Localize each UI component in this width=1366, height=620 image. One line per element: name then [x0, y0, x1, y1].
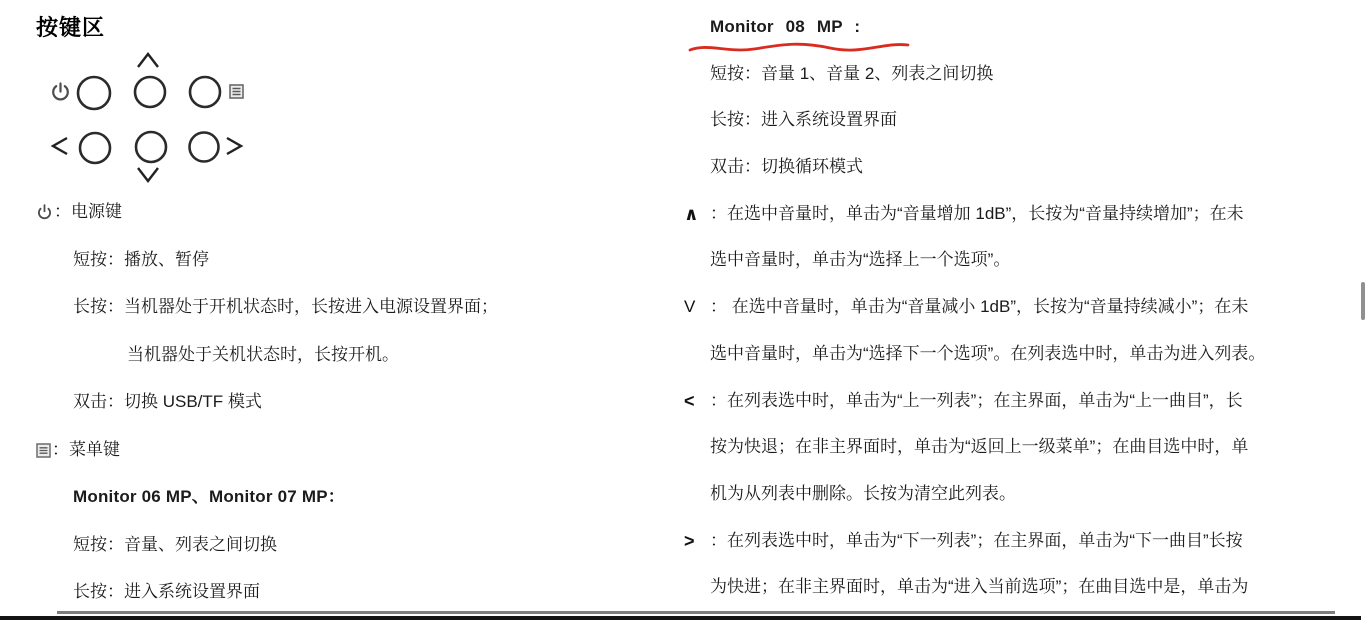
text-line: 当机器处于关机状态时，长按开机。	[127, 344, 399, 364]
text-line: 长按：当机器处于开机状态时，长按进入电源设置界面；	[73, 297, 498, 316]
text-line: 短按：音量 1、音量 2、列表之间切换	[710, 63, 994, 83]
text-line-left-key: < ：在列表选中时，单击为“上一列表”；在主界面，单击为“上一曲目”，长	[684, 378, 1284, 425]
right-arrow-icon: >	[684, 530, 695, 551]
down-arrow-icon	[138, 168, 158, 181]
text-line-right-key: > ：在列表选中时，单击为“下一列表”；在主界面，单击为“下一曲目”长按	[684, 518, 1284, 565]
viewport-divider	[0, 616, 1361, 620]
text-line: 长按：进入系统设置界面	[710, 110, 897, 130]
text-line: 短按：播放、暂停	[73, 249, 209, 269]
model-heading: Monitor 06 MP、Monitor 07 MP：	[73, 487, 345, 506]
text-line: 短按：音量、列表之间切换	[73, 534, 277, 554]
text-line: 双击：切换 USB/TF 模式	[73, 392, 262, 411]
text-line: 按为快退；在非主界面时，单击为“返回上一级菜单”；在曲目选中时，单	[710, 437, 1249, 457]
text-line-up-key: ∧ ：在选中音量时，单击为“音量增加 1dB”，长按为“音量持续增加”；在未	[684, 191, 1284, 238]
menu-icon	[36, 443, 51, 458]
button-circle	[190, 133, 219, 162]
text-line: 长按：进入系统设置界面	[73, 582, 260, 601]
text-line: 选中音量时，单击为“选择下一个选项”。在列表选中时，单击为进入列表。	[710, 343, 1266, 363]
text-line-power-key	[36, 188, 636, 236]
power-icon	[53, 84, 68, 100]
button-circle	[190, 77, 220, 107]
left-arrow-icon: <	[684, 390, 695, 411]
text-line: 双击：切换循环模式	[710, 157, 863, 177]
down-key-label: V	[684, 297, 696, 317]
keypad-diagram	[40, 50, 260, 190]
text-line-down-key: V ： 在选中音量时，单击为“音量减小 1dB”，长按为“音量持续减小”；在未	[684, 284, 1284, 331]
page-bottom-rule	[57, 611, 1335, 614]
line-text: ：电源键	[54, 202, 122, 221]
text-line: 为快进；在非主界面时，单击为“进入当前选项”；在曲目选中是，单击为	[710, 577, 1249, 597]
left-arrow-icon	[53, 138, 67, 154]
model-heading: Monitor 08 MP :	[710, 17, 861, 36]
up-arrow-icon	[138, 54, 158, 67]
text-line-menu-key	[36, 426, 636, 474]
menu-icon	[230, 85, 243, 98]
line-text: ：菜单键	[52, 439, 120, 459]
button-circle	[78, 77, 110, 109]
power-icon	[36, 203, 53, 220]
left-column	[36, 188, 636, 616]
right-arrow-icon	[227, 138, 241, 154]
page-title: 按键区	[36, 15, 106, 40]
up-arrow-icon: ∧	[684, 203, 699, 224]
scrollbar-thumb[interactable]	[1361, 282, 1365, 320]
text-line: 机为从列表中删除。长按为清空此列表。	[710, 483, 1016, 503]
text-line: 选中音量时，单击为“选择上一个选项”。	[710, 250, 1011, 270]
button-circle	[136, 132, 166, 162]
right-column	[684, 4, 1284, 611]
button-circle	[80, 133, 110, 163]
button-circle	[135, 77, 165, 107]
